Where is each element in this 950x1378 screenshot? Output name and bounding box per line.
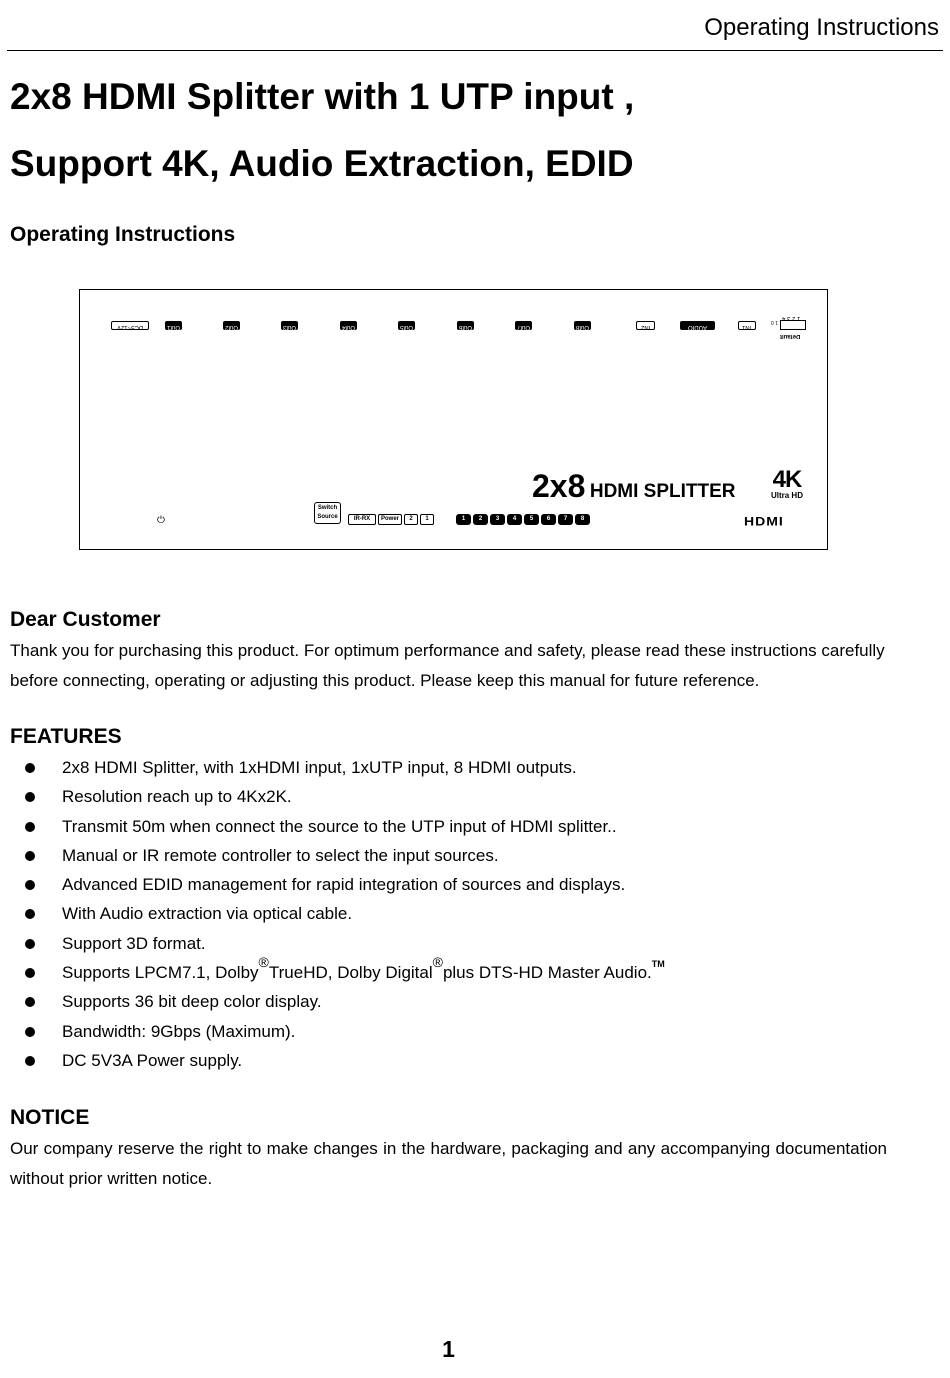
features-list [0, 753, 665, 1075]
source-label: Source [317, 514, 338, 520]
feature-text: DC 5V3A Power supply. [62, 1050, 243, 1070]
registered-mark: ® [432, 954, 443, 971]
bullet-icon [25, 939, 35, 949]
badge-4k-text: 4K [772, 466, 802, 493]
input-led-1: 1 [420, 514, 434, 525]
rear-port-audio: AUDIO [680, 321, 715, 330]
feature-item [0, 929, 665, 958]
model-name: HDMI SPLITTER [589, 481, 736, 502]
feature-text: Advanced EDID management for rapid integration of sources and displays. [62, 875, 626, 895]
bullet-icon [25, 968, 35, 978]
bullet-icon [25, 880, 35, 890]
dip-switch [780, 320, 806, 330]
switch-label: Switch [317, 505, 338, 511]
dip-side-labels: 1 0 [770, 319, 778, 325]
model-label [532, 468, 736, 505]
bullet-icon [25, 763, 35, 773]
output-led-3: 3 [490, 514, 505, 525]
rear-port-dc: DC5~12V [111, 321, 149, 330]
power-icon: ⏻ [157, 515, 165, 526]
rear-port-out6: Out6 [457, 321, 474, 330]
bullet-icon [25, 851, 35, 861]
bullet-icon [25, 997, 35, 1007]
bullet-icon [25, 792, 35, 802]
bullet-icon [25, 1027, 35, 1037]
rear-port-out3: Out3 [281, 321, 298, 330]
model-number: 2x8 [532, 468, 586, 504]
document-title-line-1: 2x8 HDMI Splitter with 1 UTP input , [10, 76, 635, 117]
dear-customer-text: Thank you for purchasing this product. For optimum performance and safety, please read these instructions carefully before connecting, operating or adjusting this product. Please keep this manual for future reference. [10, 641, 885, 690]
output-led-6: 6 [541, 514, 556, 525]
rear-port-out7: Out7 [515, 321, 532, 330]
output-led-4: 4 [507, 514, 522, 525]
feature-item [0, 841, 665, 870]
feature-text: 2x8 HDMI Splitter, with 1xHDMI input, 1xUTP input, 8 HDMI outputs. [62, 758, 577, 777]
output-led-8: 8 [575, 514, 590, 525]
bullet-icon [25, 1056, 35, 1066]
feature-text: Supports 36 bit deep color display. [62, 992, 322, 1012]
rear-port-in2: IN2 [636, 321, 655, 330]
output-led-2: 2 [473, 514, 488, 525]
audio-text-2: TrueHD, Dolby Digital [268, 963, 433, 983]
feature-text: Resolution reach up to 4Kx2K. [62, 787, 292, 807]
output-led-7: 7 [558, 514, 573, 525]
features-heading: FEATURES [10, 725, 122, 748]
document-title-line-2: Support 4K, Audio Extraction, EDID [10, 143, 634, 184]
section-subtitle: Operating Instructions [10, 223, 236, 246]
notice-text: Our company reserve the right to make changes in the hardware, packaging and any accompanying documentation without prior written notice. [10, 1139, 887, 1188]
page-header-text: Operating Instructions [704, 14, 939, 41]
power-led-label: Power [378, 514, 402, 525]
dip-switch-numbers: 1 2 3 4 [781, 315, 801, 321]
rear-port-in1: IN1 [738, 321, 756, 330]
feature-item [0, 753, 665, 782]
trademark-mark: TM [651, 959, 665, 970]
audio-text-3: plus DTS-HD Master Audio. [442, 963, 652, 983]
feature-text: Bandwidth: 9Gbps (Maximum). [62, 1021, 296, 1041]
device-illustration [79, 289, 828, 550]
feature-text: With Audio extraction via optical cable. [62, 904, 353, 924]
switch-source-button [314, 502, 341, 524]
feature-text: Manual or IR remote controller to select the input sources. [62, 845, 499, 865]
feature-item-audio [0, 954, 665, 987]
feature-item [0, 899, 665, 928]
feature-item [0, 1017, 665, 1046]
header-rule [7, 50, 943, 51]
rear-port-out1: Out1 [165, 321, 182, 330]
rear-port-out8: Out8 [574, 321, 591, 330]
page-number: 1 [442, 1336, 455, 1362]
feature-text: Support 3D format. [62, 933, 206, 953]
dear-customer-heading: Dear Customer [10, 608, 161, 631]
registered-mark: ® [258, 954, 269, 971]
feature-text: Transmit 50m when connect the source to the UTP input of HDMI splitter.. [62, 816, 617, 836]
audio-text-1: Supports LPCM7.1, Dolby [62, 963, 259, 983]
feature-item [0, 812, 665, 841]
feature-item [0, 1046, 665, 1075]
rear-port-out2: Out2 [223, 321, 240, 330]
feature-item [0, 870, 665, 899]
rear-port-out5: Out5 [398, 321, 415, 330]
rear-port-out4: Out4 [340, 321, 357, 330]
bullet-icon [25, 909, 35, 919]
hdmi-logo: HDMI [744, 514, 784, 528]
feature-item [0, 987, 665, 1016]
output-led-5: 5 [524, 514, 539, 525]
badge-4k [766, 468, 808, 500]
input-led-2: 2 [404, 514, 418, 525]
dip-default-label: Default [780, 333, 801, 339]
output-led-1: 1 [456, 514, 471, 525]
ir-rx-label: IR-RX [348, 514, 376, 525]
badge-ultra-hd: Ultra HD [770, 491, 803, 500]
bullet-icon [25, 822, 35, 832]
feature-item [0, 782, 665, 811]
notice-heading: NOTICE [10, 1106, 90, 1129]
